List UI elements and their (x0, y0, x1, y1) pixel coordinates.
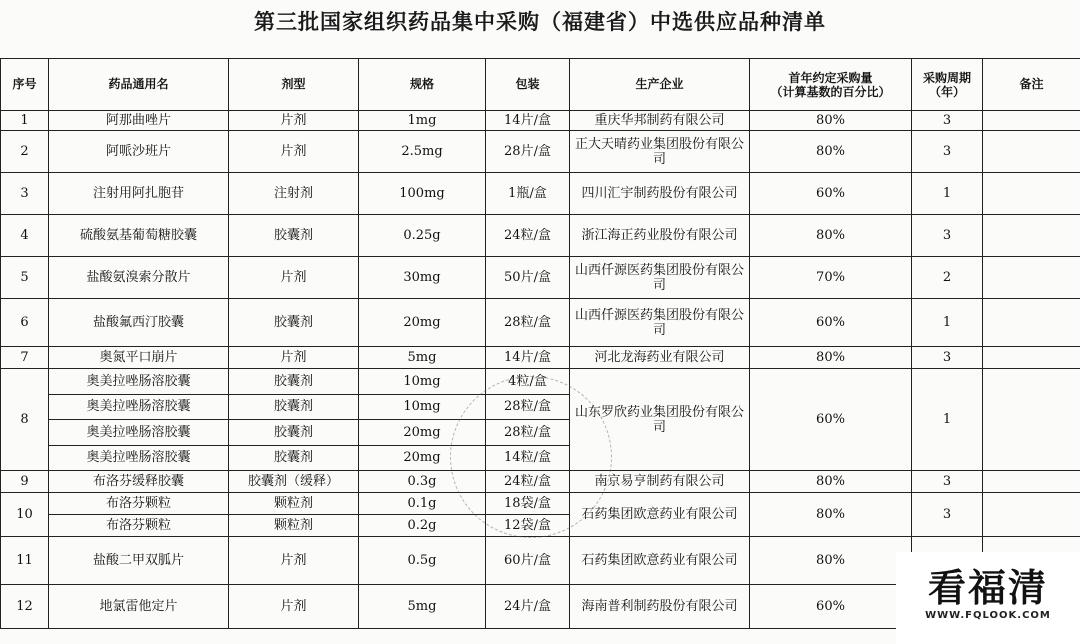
cell-no: 10 (1, 493, 49, 537)
cell-pack: 14片/盒 (486, 347, 570, 369)
col-header-form: 剂型 (229, 59, 359, 111)
cell-volume: 60% (750, 173, 912, 215)
watermark (896, 552, 1080, 644)
cell-form: 颗粒剂 (229, 515, 359, 537)
cell-form: 片剂 (229, 537, 359, 585)
cell-cycle: 3 (912, 131, 983, 173)
cell-name: 奥美拉唑肠溶胶囊 (49, 420, 229, 446)
cell-pack: 4粒/盒 (486, 369, 570, 395)
cell-company: 石药集团欧意药业有限公司 (570, 537, 750, 585)
cell-no: 2 (1, 131, 49, 173)
table-row (1, 299, 1080, 347)
cell-name: 布洛芬颗粒 (49, 515, 229, 537)
cell-form: 颗粒剂 (229, 493, 359, 515)
cell-volume: 80% (750, 471, 912, 493)
cell-volume: 80% (750, 111, 912, 131)
cell-spec: 1mg (359, 111, 486, 131)
cell-form: 胶囊剂 (229, 394, 359, 420)
cell-name: 注射用阿扎胞苷 (49, 173, 229, 215)
cell-cycle: 2 (912, 257, 983, 299)
cell-name: 奥美拉唑肠溶胶囊 (49, 445, 229, 471)
cell-pack: 24粒/盒 (486, 471, 570, 493)
col-header-volume: 首年约定采购量 （计算基数的百分比） (750, 59, 912, 111)
cell-company: 正大天晴药业集团股份有限公司 (570, 131, 750, 173)
cell-volume: 60% (750, 369, 912, 471)
drug-list-table (0, 58, 1080, 629)
page-title: 第三批国家组织药品集中采购（福建省）中选供应品种清单 (254, 10, 826, 34)
table-row (1, 131, 1080, 173)
cell-no: 3 (1, 173, 49, 215)
cell-name: 盐酸二甲双胍片 (49, 537, 229, 585)
cell-no: 12 (1, 585, 49, 629)
cell-volume: 70% (750, 257, 912, 299)
cell-company: 南京易亨制药有限公司 (570, 471, 750, 493)
cell-spec: 30mg (359, 257, 486, 299)
cell-company: 山东罗欣药业集团股份有限公司 (570, 369, 750, 471)
cell-pack: 24粒/盒 (486, 215, 570, 257)
cell-name: 阿那曲唑片 (49, 111, 229, 131)
cell-pack: 24片/盒 (486, 585, 570, 629)
cell-volume: 60% (750, 299, 912, 347)
cell-spec: 0.25g (359, 215, 486, 257)
cell-company: 山西仟源医药集团股份有限公司 (570, 299, 750, 347)
cell-no: 7 (1, 347, 49, 369)
cell-company: 浙江海正药业股份有限公司 (570, 215, 750, 257)
cell-pack: 60片/盒 (486, 537, 570, 585)
col-header-cycle: 采购周期 （年） (912, 59, 983, 111)
cell-form: 片剂 (229, 111, 359, 131)
cell-company: 重庆华邦制药有限公司 (570, 111, 750, 131)
cell-cycle: 1 (912, 369, 983, 471)
cell-cycle: 3 (912, 471, 983, 493)
cell-cycle: 3 (912, 493, 983, 537)
header-row (1, 59, 1080, 111)
cell-no: 4 (1, 215, 49, 257)
cell-cycle: 1 (912, 173, 983, 215)
cell-form: 胶囊剂（缓释） (229, 471, 359, 493)
cell-pack: 28粒/盒 (486, 394, 570, 420)
cell-pack: 28片/盒 (486, 131, 570, 173)
cell-pack: 18袋/盒 (486, 493, 570, 515)
cell-spec: 20mg (359, 420, 486, 446)
cell-form: 片剂 (229, 131, 359, 173)
cell-name: 布洛芬缓释胶囊 (49, 471, 229, 493)
cell-volume: 80% (750, 537, 912, 585)
cell-form: 胶囊剂 (229, 445, 359, 471)
table-row (1, 111, 1080, 131)
cell-note (983, 257, 1080, 299)
cell-cycle: 3 (912, 111, 983, 131)
cell-form: 胶囊剂 (229, 420, 359, 446)
cell-no: 9 (1, 471, 49, 493)
cell-volume: 80% (750, 131, 912, 173)
cell-volume: 60% (750, 585, 912, 629)
cell-form: 胶囊剂 (229, 299, 359, 347)
cell-cycle: 3 (912, 215, 983, 257)
cell-pack: 1瓶/盒 (486, 173, 570, 215)
cell-spec: 100mg (359, 173, 486, 215)
cell-no: 6 (1, 299, 49, 347)
cell-pack: 12袋/盒 (486, 515, 570, 537)
cell-spec: 0.1g (359, 493, 486, 515)
table-row (1, 215, 1080, 257)
cell-note (983, 215, 1080, 257)
cell-volume: 80% (750, 215, 912, 257)
col-header-pack: 包装 (486, 59, 570, 111)
cell-note (983, 111, 1080, 131)
cell-company: 四川汇宇制药股份有限公司 (570, 173, 750, 215)
cell-spec: 20mg (359, 299, 486, 347)
cell-form: 片剂 (229, 347, 359, 369)
cell-spec: 0.3g (359, 471, 486, 493)
cell-form: 片剂 (229, 257, 359, 299)
cell-spec: 20mg (359, 445, 486, 471)
watermark-url: WWW.FQLOOK.COM (925, 610, 1051, 621)
table-body (1, 111, 1080, 629)
watermark-logo: 看福清 (927, 566, 1048, 610)
cell-name: 盐酸氟西汀胶囊 (49, 299, 229, 347)
cell-spec: 10mg (359, 369, 486, 395)
cell-spec: 0.5g (359, 537, 486, 585)
cell-company: 河北龙海药业有限公司 (570, 347, 750, 369)
cell-cycle: 3 (912, 347, 983, 369)
cell-name: 奥氮平口崩片 (49, 347, 229, 369)
cell-volume: 80% (750, 347, 912, 369)
cell-form: 片剂 (229, 585, 359, 629)
cell-name: 盐酸氨溴索分散片 (49, 257, 229, 299)
cell-pack: 28粒/盒 (486, 299, 570, 347)
cell-no: 8 (1, 369, 49, 471)
col-header-no: 序号 (1, 59, 49, 111)
cell-name: 奥美拉唑肠溶胶囊 (49, 369, 229, 395)
cell-pack: 14片/盒 (486, 111, 570, 131)
cell-no: 1 (1, 111, 49, 131)
col-header-spec: 规格 (359, 59, 486, 111)
cell-name: 阿哌沙班片 (49, 131, 229, 173)
cell-note (983, 173, 1080, 215)
table-row (1, 173, 1080, 215)
cell-name: 奥美拉唑肠溶胶囊 (49, 394, 229, 420)
cell-note (983, 131, 1080, 173)
cell-note (983, 471, 1080, 493)
cell-spec: 2.5mg (359, 131, 486, 173)
cell-spec: 5mg (359, 347, 486, 369)
table-row (1, 347, 1080, 369)
cell-form: 注射剂 (229, 173, 359, 215)
cell-spec: 0.2g (359, 515, 486, 537)
cell-spec: 5mg (359, 585, 486, 629)
cell-company: 海南普利制药股份有限公司 (570, 585, 750, 629)
cell-form: 胶囊剂 (229, 215, 359, 257)
cell-cycle: 1 (912, 299, 983, 347)
cell-note (983, 369, 1080, 471)
cell-name: 地氯雷他定片 (49, 585, 229, 629)
cell-pack: 28粒/盒 (486, 420, 570, 446)
cell-form: 胶囊剂 (229, 369, 359, 395)
cell-pack: 14粒/盒 (486, 445, 570, 471)
table-row (1, 257, 1080, 299)
cell-note (983, 493, 1080, 537)
cell-no: 11 (1, 537, 49, 585)
cell-company: 山西仟源医药集团股份有限公司 (570, 257, 750, 299)
cell-name: 布洛芬颗粒 (49, 493, 229, 515)
cell-volume: 80% (750, 493, 912, 537)
cell-note (983, 299, 1080, 347)
cell-note (983, 347, 1080, 369)
cell-company: 石药集团欧意药业有限公司 (570, 493, 750, 537)
stamp-mark (450, 376, 612, 538)
col-header-company: 生产企业 (570, 59, 750, 111)
cell-pack: 50片/盒 (486, 257, 570, 299)
cell-spec: 10mg (359, 394, 486, 420)
col-header-note: 备注 (983, 59, 1080, 111)
cell-no: 5 (1, 257, 49, 299)
cell-name: 硫酸氨基葡萄糖胶囊 (49, 215, 229, 257)
col-header-name: 药品通用名 (49, 59, 229, 111)
